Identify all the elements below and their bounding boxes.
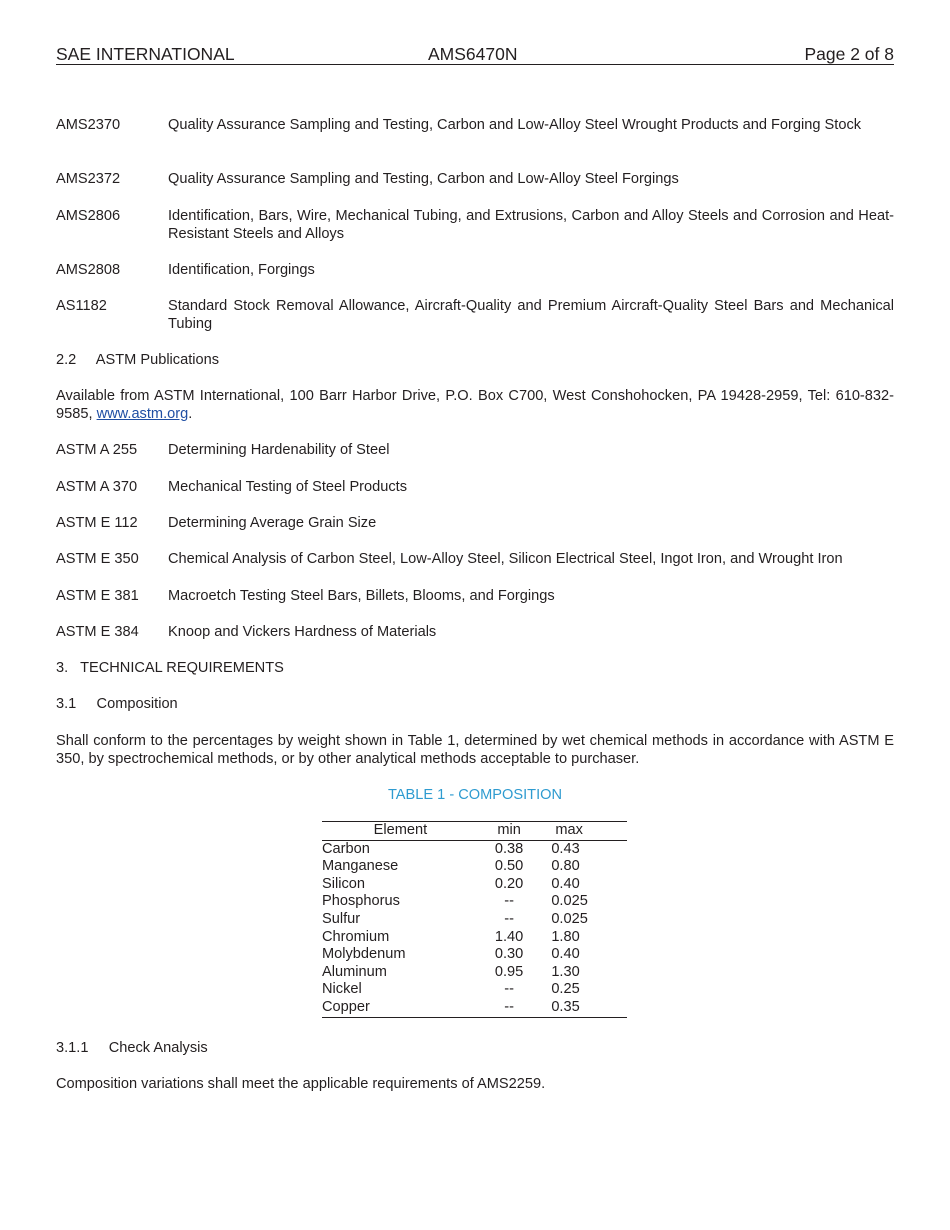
min-cell: 0.20 xyxy=(494,875,524,892)
table-row xyxy=(322,929,627,947)
table-row xyxy=(322,911,627,929)
astm-availability-paragraph xyxy=(56,387,894,423)
max-cell: 0.43 xyxy=(551,840,580,857)
check-analysis-paragraph: Composition variations shall meet the applicable requirements of AMS2259. xyxy=(56,1076,546,1092)
element-cell: Manganese xyxy=(322,858,399,875)
composition-paragraph: Shall conform to the percentages by weight shown in Table 1, determined by wet chemical methods in accordance with ASTM E 350, by spectrochemical methods, or by other analytical methods acceptable to purchaser. xyxy=(56,733,894,767)
table-header-row xyxy=(322,822,627,841)
reference-title: Standard Stock Removal Allowance, Aircraft-Quality and Premium Aircraft-Quality Steel Bars and Mechanical Tubing xyxy=(168,298,894,332)
table-row xyxy=(322,893,627,911)
min-cell: 0.50 xyxy=(494,858,524,875)
reference-title: Identification, Bars, Wire, Mechanical Tubing, and Extrusions, Carbon and Alloy Steels and Corrosion and Heat-Resistant Steels and Alloys xyxy=(168,208,894,242)
astm-website-link[interactable]: www.astm.org xyxy=(96,406,189,422)
min-cell: 0.95 xyxy=(494,963,524,980)
reference-code: AMS2372 xyxy=(56,171,121,187)
table-row xyxy=(322,858,627,876)
header-org: SAE INTERNATIONAL xyxy=(56,44,235,64)
availability-period: . xyxy=(188,406,193,422)
section-heading-astm: 2.2 ASTM Publications xyxy=(56,352,220,368)
column-header-max: max xyxy=(555,822,583,838)
min-cell: -- xyxy=(504,998,514,1015)
reference-entry xyxy=(56,623,894,641)
reference-title: Chemical Analysis of Carbon Steel, Low-Alloy Steel, Silicon Electrical Steel, Ingot Iron, and Wrought Iron xyxy=(168,551,843,567)
min-cell: -- xyxy=(504,910,514,927)
max-cell: 0.40 xyxy=(551,946,580,963)
header-doc-number: AMS6470N xyxy=(428,44,518,64)
max-cell: 1.80 xyxy=(551,928,580,945)
max-cell: 0.025 xyxy=(551,910,588,927)
element-cell: Molybdenum xyxy=(322,946,406,963)
min-cell: -- xyxy=(504,893,514,910)
element-cell: Carbon xyxy=(322,840,370,857)
column-header-element: Element xyxy=(373,822,428,838)
element-cell: Chromium xyxy=(322,928,390,945)
reference-entry xyxy=(56,116,894,134)
max-cell: 0.80 xyxy=(551,858,580,875)
element-cell: Nickel xyxy=(322,981,362,998)
reference-title: Macroetch Testing Steel Bars, Billets, Blooms, and Forgings xyxy=(168,588,555,604)
column-header-min: min xyxy=(497,822,521,838)
table-caption: TABLE 1 - COMPOSITION xyxy=(387,787,563,803)
element-cell: Phosphorus xyxy=(322,893,400,910)
reference-title: Identification, Forgings xyxy=(168,262,315,278)
reference-title: Mechanical Testing of Steel Products xyxy=(168,479,408,495)
reference-title: Quality Assurance Sampling and Testing, Carbon and Low-Alloy Steel Wrought Products and Forging Stock xyxy=(168,117,862,133)
section-heading-composition: 3.1 Composition xyxy=(56,696,178,712)
reference-entry xyxy=(56,207,894,243)
min-cell: 0.38 xyxy=(494,840,524,857)
availability-text: Available from ASTM International, 100 Barr Harbor Drive, P.O. Box C700, West Conshohocken, PA 19428-2959, Tel: 610-832-9585, xyxy=(56,388,894,422)
table-row xyxy=(322,946,627,964)
reference-code: ASTM E 381 xyxy=(56,588,139,604)
reference-code: ASTM E 112 xyxy=(56,515,138,531)
composition-table xyxy=(322,821,627,1018)
reference-code: ASTM E 350 xyxy=(56,551,139,567)
reference-entry xyxy=(56,170,894,188)
reference-code: AS1182 xyxy=(56,298,107,314)
reference-title: Determining Average Grain Size xyxy=(168,515,377,531)
min-cell: 0.30 xyxy=(494,946,524,963)
reference-entry xyxy=(56,514,894,532)
max-cell: 1.30 xyxy=(551,963,580,980)
reference-entry xyxy=(56,441,894,459)
reference-code: ASTM A 370 xyxy=(56,479,138,495)
reference-entry xyxy=(56,587,894,605)
reference-entry xyxy=(56,478,894,496)
min-cell: -- xyxy=(504,981,514,998)
reference-entry xyxy=(56,297,894,333)
table-row xyxy=(322,981,627,999)
element-cell: Copper xyxy=(322,998,370,1015)
element-cell: Aluminum xyxy=(322,963,387,980)
element-cell: Silicon xyxy=(322,875,365,892)
table-row xyxy=(322,876,627,894)
reference-title: Quality Assurance Sampling and Testing, Carbon and Low-Alloy Steel Forgings xyxy=(168,171,679,187)
reference-code: AMS2370 xyxy=(56,117,121,133)
reference-entry xyxy=(56,261,894,279)
max-cell: 0.35 xyxy=(551,998,580,1015)
max-cell: 0.40 xyxy=(551,875,580,892)
header-page-number: Page 2 of 8 xyxy=(804,44,894,64)
reference-code: AMS2806 xyxy=(56,208,121,224)
reference-code: AMS2808 xyxy=(56,262,121,278)
section-heading-technical-requirements: 3. TECHNICAL REQUIREMENTS xyxy=(56,660,284,676)
table-row xyxy=(322,840,627,858)
min-cell: 1.40 xyxy=(494,928,524,945)
section-heading-check-analysis: 3.1.1 Check Analysis xyxy=(56,1040,208,1056)
reference-code: ASTM E 384 xyxy=(56,624,139,640)
table-row xyxy=(322,964,627,982)
reference-title: Determining Hardenability of Steel xyxy=(168,442,390,458)
element-cell: Sulfur xyxy=(322,910,361,927)
max-cell: 0.025 xyxy=(551,893,588,910)
table-row xyxy=(322,999,627,1017)
page-header xyxy=(56,44,894,65)
reference-entry xyxy=(56,550,894,568)
reference-title: Knoop and Vickers Hardness of Materials xyxy=(168,624,437,640)
reference-code: ASTM A 255 xyxy=(56,442,138,458)
max-cell: 0.25 xyxy=(551,981,580,998)
